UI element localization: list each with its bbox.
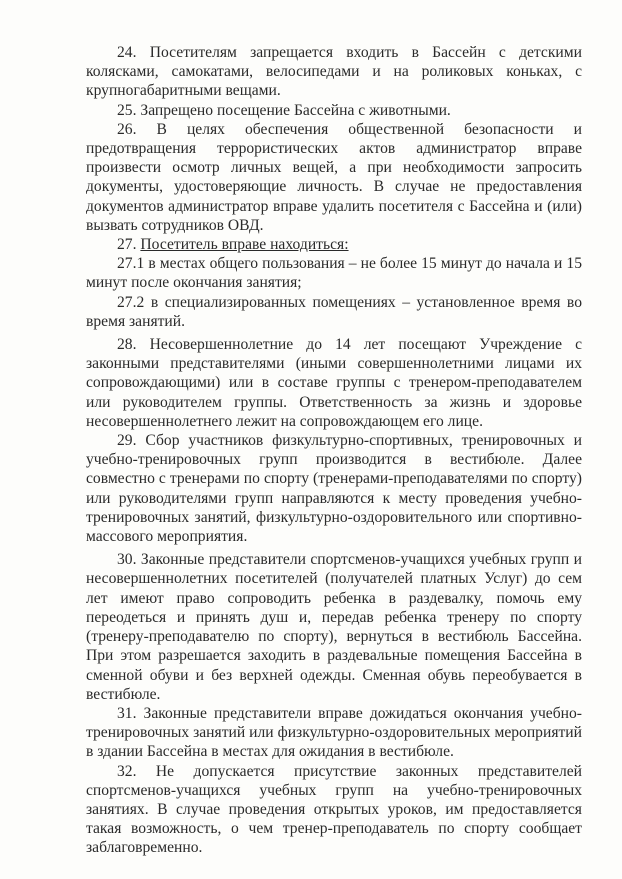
paragraph-27-1: 27.1 в местах общего пользования – не более 15 минут до начала и 15 минут после окончания занятия;	[86, 255, 582, 292]
paragraph-28: 28. Несовершеннолетние до 14 лет посещают Учреждение с законными представителями (иными совершеннолетними лицами их сопровождающими) или в составе группы с тренером-преподавателем или руководителем группы. Ответственность за жизнь и здоровье несовершеннолетнего лежит на сопровождающем его лице.	[86, 336, 582, 430]
paragraph-27-number: 27.	[117, 236, 137, 254]
paragraph-32: 32. Не допускается присутствие законных представителей спортсменов-учащихся учебных групп на учебно-тренировочных занятиях. В случае проведения открытых уроков, им предоставляется такая возможность, о чем тренер-преподаватель по спорту сообщает заблаговременно.	[86, 762, 582, 857]
paragraph-27-heading: Посетитель вправе находиться:	[140, 236, 349, 254]
paragraph-27	[86, 235, 582, 254]
paragraph-26: 26. В целях обеспечения общественной безопасности и предотвращения террористических актов администратор вправе произвести осмотр личных вещей, а при необходимости запросить документы, удостоверяющие личность. В случае не предоставления документов администратор вправе удалить посетителя с Бассейна и (или) вызвать сотрудников ОВД.	[86, 120, 582, 234]
paragraph-31: 31. Законные представители вправе дожидаться окончания учебно-тренировочных занятий или физкультурно-оздоровительных мероприятий в здании Бассейна в местах для ожидания в вестибюле.	[86, 704, 582, 761]
document-body	[86, 43, 582, 858]
paragraph-30: 30. Законные представители спортсменов-учащихся учебных групп и несовершеннолетних посетителей (получателей платных Услуг) до сем лет имеют право сопроводить ребенка в раздевалку, помочь ему переодеться и принять душ и, передав ребенка тренеру по спорту (тренеру-преподавателю по спорту), вернуться в вестибюль Бассейна. При этом разрешается заходить в раздевальные помещения Бассейна в сменной обуви и без верхней одежды. Сменная обувь переобувается в вестибюле.	[86, 551, 582, 703]
paragraph-25: 25. Запрещено посещение Бассейна с животными.	[117, 101, 451, 119]
paragraph-24: 24. Посетителям запрещается входить в Бассейн с детскими колясками, самокатами, велосипедами и на роликовых коньках, с крупногабаритными вещами.	[86, 44, 582, 100]
paragraph-29: 29. Сбор участников физкультурно-спортивных, тренировочных и учебно-тренировочных групп производится в вестибюле. Далее совместно с тренерами по спорту (тренерами-преподавателями по спорту) или руководителями групп направляются к месту проведения учебно-тренировочных занятий, физкультурно-оздоровительного или спортивно-массового мероприятия.	[86, 432, 582, 546]
paragraph-27-2: 27.2 в специализированных помещениях – установленное время во время занятий.	[86, 293, 582, 330]
